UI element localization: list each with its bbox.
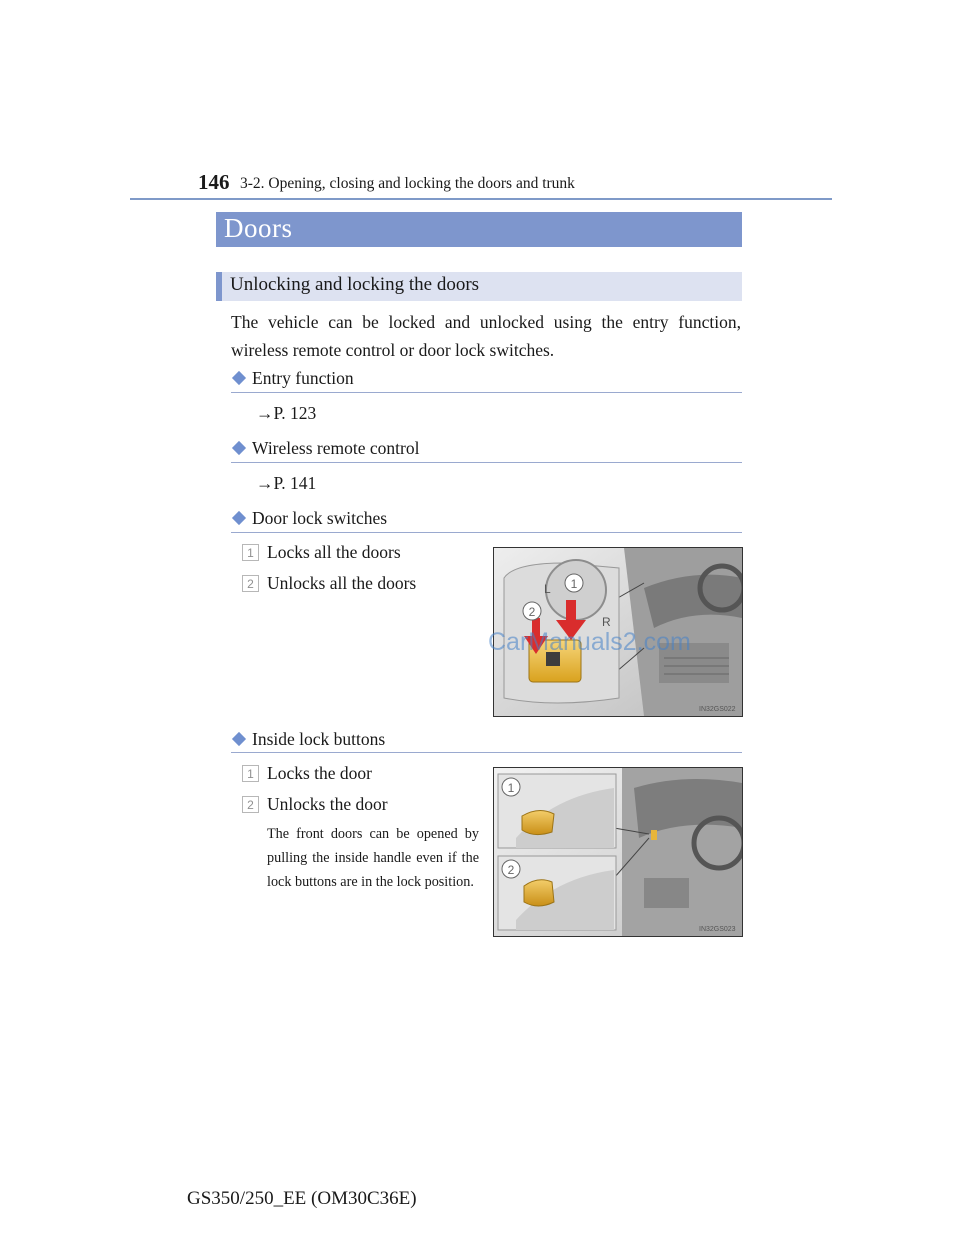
subsection-accent [216, 272, 222, 301]
callout-1: 1 [570, 577, 578, 591]
list-item-text: Unlocks all the doors [267, 573, 417, 593]
list-item-text: Unlocks the door [267, 794, 388, 814]
number-badge: 2 [242, 575, 259, 592]
footer-model-code: GS350/250_EE (OM30C36E) [187, 1188, 417, 1209]
figure-code: IN32GS022 [699, 706, 736, 713]
heading-rule [231, 752, 742, 753]
list-item-text: Locks all the doors [267, 542, 401, 562]
callout-2: 2 [507, 863, 515, 877]
callout-2: 2 [528, 605, 536, 619]
list-item [242, 763, 372, 784]
heading-entry-function [231, 364, 354, 392]
heading-rule [231, 462, 742, 463]
svg-text:R: R [602, 615, 611, 629]
heading-text: Inside lock buttons [252, 728, 386, 749]
svg-text:L: L [544, 582, 551, 596]
page-reference[interactable]: →P. 141 [256, 473, 317, 493]
heading-door-lock-switches [231, 504, 387, 532]
inside-lock-button-figure [493, 767, 743, 937]
watermark: CarManuals2.com [488, 628, 691, 656]
diamond-icon [232, 511, 246, 525]
heading-wireless-remote [231, 434, 419, 462]
heading-inside-lock-buttons [231, 725, 385, 753]
list-item [242, 542, 401, 563]
heading-rule [231, 392, 742, 393]
intro-paragraph: The vehicle can be locked and unlocked using the entry function, wireless remote control or door lock switches. [231, 312, 741, 360]
list-item-text: Locks the door [267, 763, 372, 783]
section-bar [216, 212, 742, 247]
inside-lock-button-illustration [494, 768, 742, 936]
heading-rule [231, 532, 742, 533]
list-item [242, 794, 388, 815]
diamond-icon [232, 441, 246, 455]
diamond-icon [232, 371, 246, 385]
header-rule [130, 198, 832, 200]
page-number: 146 [198, 170, 230, 194]
chapter-title: 3-2. Opening, closing and locking the doors and trunk [240, 175, 575, 192]
number-badge: 1 [242, 765, 259, 782]
figure-code: IN32GS023 [699, 926, 736, 933]
list-item [242, 573, 416, 594]
heading-text: Wireless remote control [252, 437, 420, 458]
subsection-title: Unlocking and locking the doors [230, 274, 480, 295]
heading-text: Door lock switches [252, 507, 388, 528]
note-paragraph: The front doors can be opened by pulling the inside handle even if the lock buttons are in the lock position. [267, 826, 479, 890]
number-badge: 2 [242, 796, 259, 813]
section-title: Doors [224, 213, 293, 243]
number-badge: 1 [242, 544, 259, 561]
diamond-icon [232, 732, 246, 746]
heading-text: Entry function [252, 367, 354, 388]
page-reference[interactable]: →P. 123 [256, 403, 317, 423]
callout-1: 1 [507, 781, 515, 795]
